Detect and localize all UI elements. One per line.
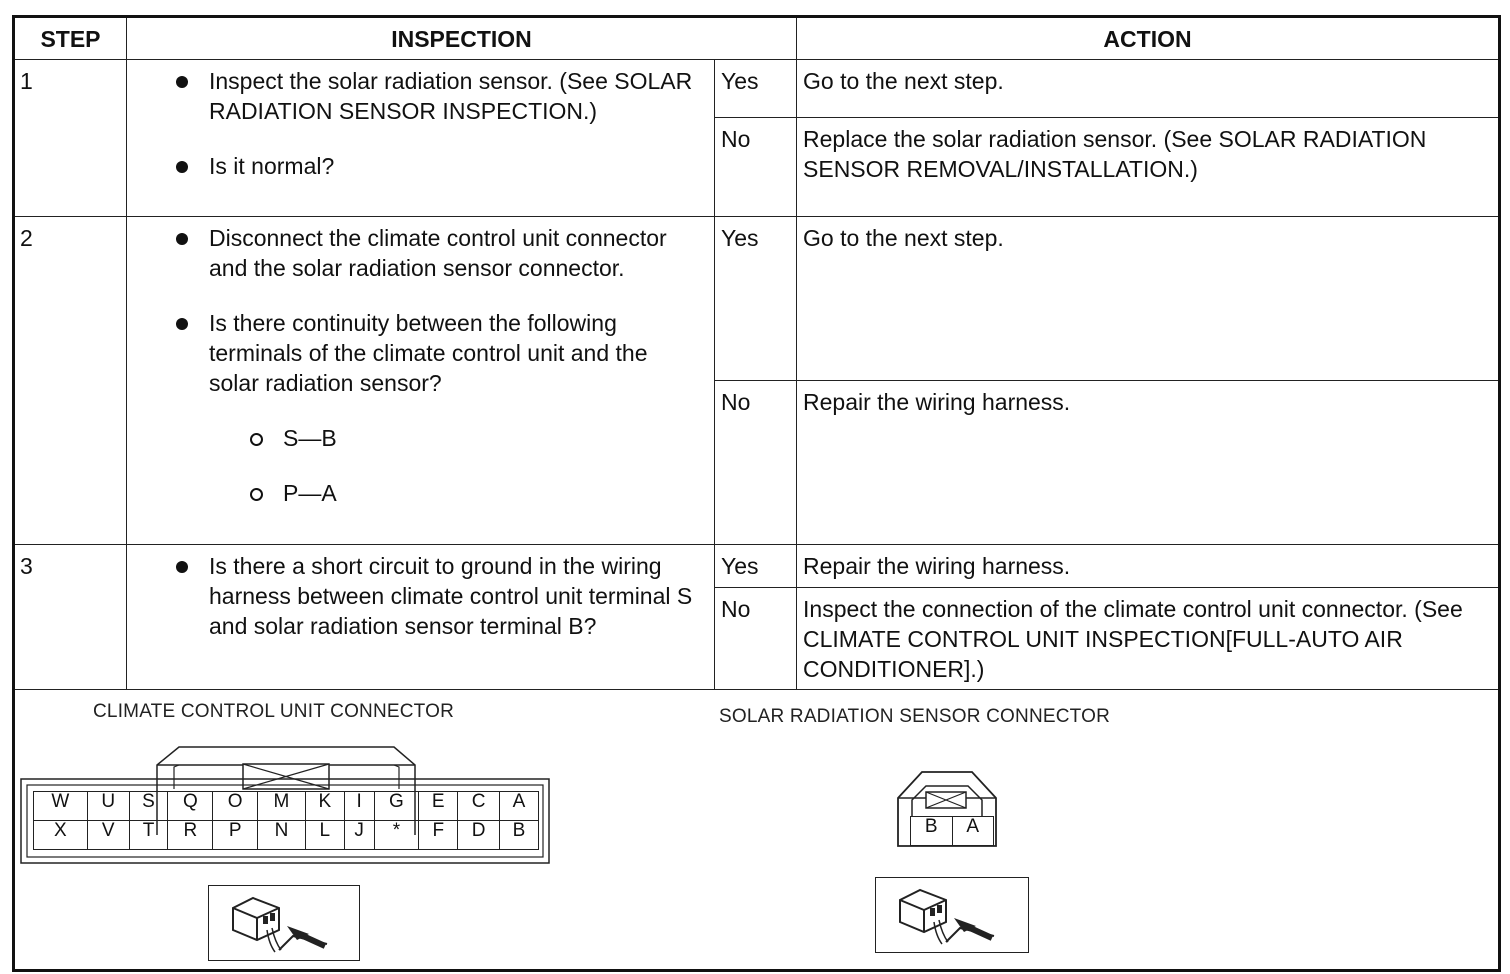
solar-terminal-grid [910,816,994,846]
yes-label: Yes [715,60,797,118]
terminal-L: L [305,821,344,850]
terminal-A: A [952,817,994,846]
harness-side-view-icon [875,877,1029,953]
terminal-pair: P—A [283,480,337,506]
terminal-R: R [168,821,213,850]
step-row [14,217,1500,381]
inspection-text: Inspect the solar radiation sensor. (See SOLAR RADIATION SENSOR INSPECTION.) [209,68,693,124]
yes-action: Repair the wiring harness. [797,545,1500,588]
inspection-cell [127,60,715,217]
terminal-F: F [419,821,458,850]
no-label: No [715,588,797,690]
inspection-cell [127,545,715,690]
terminal-row-bottom [34,821,539,850]
terminal-B: B [500,821,539,850]
header-inspection: INSPECTION [127,17,797,60]
terminal-I: I [344,792,374,821]
bullet-icon [176,233,188,245]
terminal-O: O [213,792,258,821]
terminal-A: A [500,792,539,821]
terminal-D: D [458,821,500,850]
terminal-C: C [458,792,500,821]
terminal-unused: * [374,821,419,850]
yes-action: Go to the next step. [797,60,1500,118]
terminal-X: X [34,821,88,850]
yes-label: Yes [715,545,797,588]
inspection-text: Disconnect the climate control unit connector and the solar radiation sensor connector. [209,225,667,281]
figures-row [14,690,1500,971]
bullet-icon [176,161,188,173]
bullet-icon [176,76,188,88]
step-row [14,545,1500,588]
no-action: Replace the solar radiation sensor. (See SOLAR RADIATION SENSOR REMOVAL/INSTALLATION.) [797,118,1500,217]
terminal-V: V [87,821,129,850]
no-label: No [715,118,797,217]
inspection-cell [127,217,715,545]
no-action: Inspect the connection of the climate control unit connector. (See CLIMATE CONTROL UNIT INSPECTION[FULL-AUTO AIR CONDITIONER].) [797,588,1500,690]
terminal-J: J [344,821,374,850]
terminal-K: K [305,792,344,821]
step-row [14,60,1500,118]
climate-connector-caption: CLIMATE CONTROL UNIT CONNECTOR [93,701,455,722]
sub-bullet-icon [250,433,263,446]
terminal-T: T [129,821,168,850]
harness-side-view-icon [208,885,360,961]
terminal-B: B [911,817,953,846]
header-action: ACTION [797,17,1500,60]
climate-terminal-grid [33,791,539,850]
header-step: STEP [14,17,127,60]
step-number: 1 [14,60,127,217]
terminal-Q: Q [168,792,213,821]
terminal-W: W [34,792,88,821]
step-number: 3 [14,545,127,690]
no-label: No [715,381,797,545]
terminal-E: E [419,792,458,821]
header-row [14,17,1500,60]
inspection-table [12,15,1501,972]
connector-figures [14,690,1500,971]
terminal-P: P [213,821,258,850]
no-action: Repair the wiring harness. [797,381,1500,545]
yes-label: Yes [715,217,797,381]
step-number: 2 [14,217,127,545]
inspection-text: Is there continuity between the following terminals of the climate control unit and the solar radiation sensor? [209,310,648,396]
terminal-U: U [87,792,129,821]
bullet-icon [176,561,188,573]
terminal-N: N [258,821,306,850]
terminal-G: G [374,792,419,821]
terminal-row [911,817,994,846]
inspection-text: Is there a short circuit to ground in the wiring harness between climate control unit terminal S and solar radiation sensor terminal B? [209,553,693,639]
inspection-text: Is it normal? [209,153,335,179]
terminal-row-top [34,792,539,821]
bullet-icon [176,318,188,330]
terminal-M: M [258,792,306,821]
sub-bullet-icon [250,488,263,501]
solar-connector-caption: SOLAR RADIATION SENSOR CONNECTOR [719,706,1111,727]
terminal-pair: S—B [283,425,337,451]
yes-action: Go to the next step. [797,217,1500,381]
terminal-S: S [129,792,168,821]
